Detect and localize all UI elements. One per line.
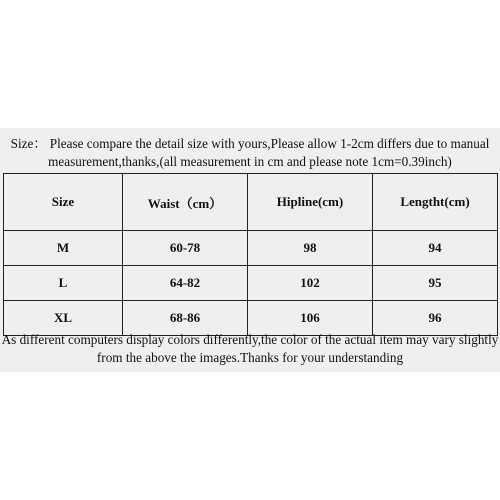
cell-length: 96 xyxy=(373,301,498,336)
cell-length: 95 xyxy=(373,266,498,301)
header-size: Size xyxy=(4,174,123,231)
header-hipline: Hipline(cm) xyxy=(248,174,373,231)
cell-waist: 60-78 xyxy=(123,231,248,266)
table-row xyxy=(4,266,498,301)
size-instructions-note: Size： Please compare the detail size with yours,Please allow 1-2cm differs due to manual measurement,thanks,(all measurement in cm and please note 1cm=0.39inch) xyxy=(10,136,490,169)
cell-size: L xyxy=(4,266,123,301)
header-waist: Waist（cm） xyxy=(123,174,248,231)
header-length: Lengtht(cm) xyxy=(373,174,498,231)
cell-size: M xyxy=(4,231,123,266)
cell-waist: 68-86 xyxy=(123,301,248,336)
color-disclaimer-note: As different computers display colors differently,the color of the actual item may vary slightly from the above the images.Thanks for your understanding xyxy=(1,332,499,365)
cell-waist: 64-82 xyxy=(123,266,248,301)
table-row xyxy=(4,231,498,266)
size-table xyxy=(3,173,498,336)
cell-length: 94 xyxy=(373,231,498,266)
cell-hipline: 102 xyxy=(248,266,373,301)
cell-size: XL xyxy=(4,301,123,336)
cell-hipline: 98 xyxy=(248,231,373,266)
size-chart-panel xyxy=(0,128,500,372)
cell-hipline: 106 xyxy=(248,301,373,336)
table-header-row xyxy=(4,174,498,231)
